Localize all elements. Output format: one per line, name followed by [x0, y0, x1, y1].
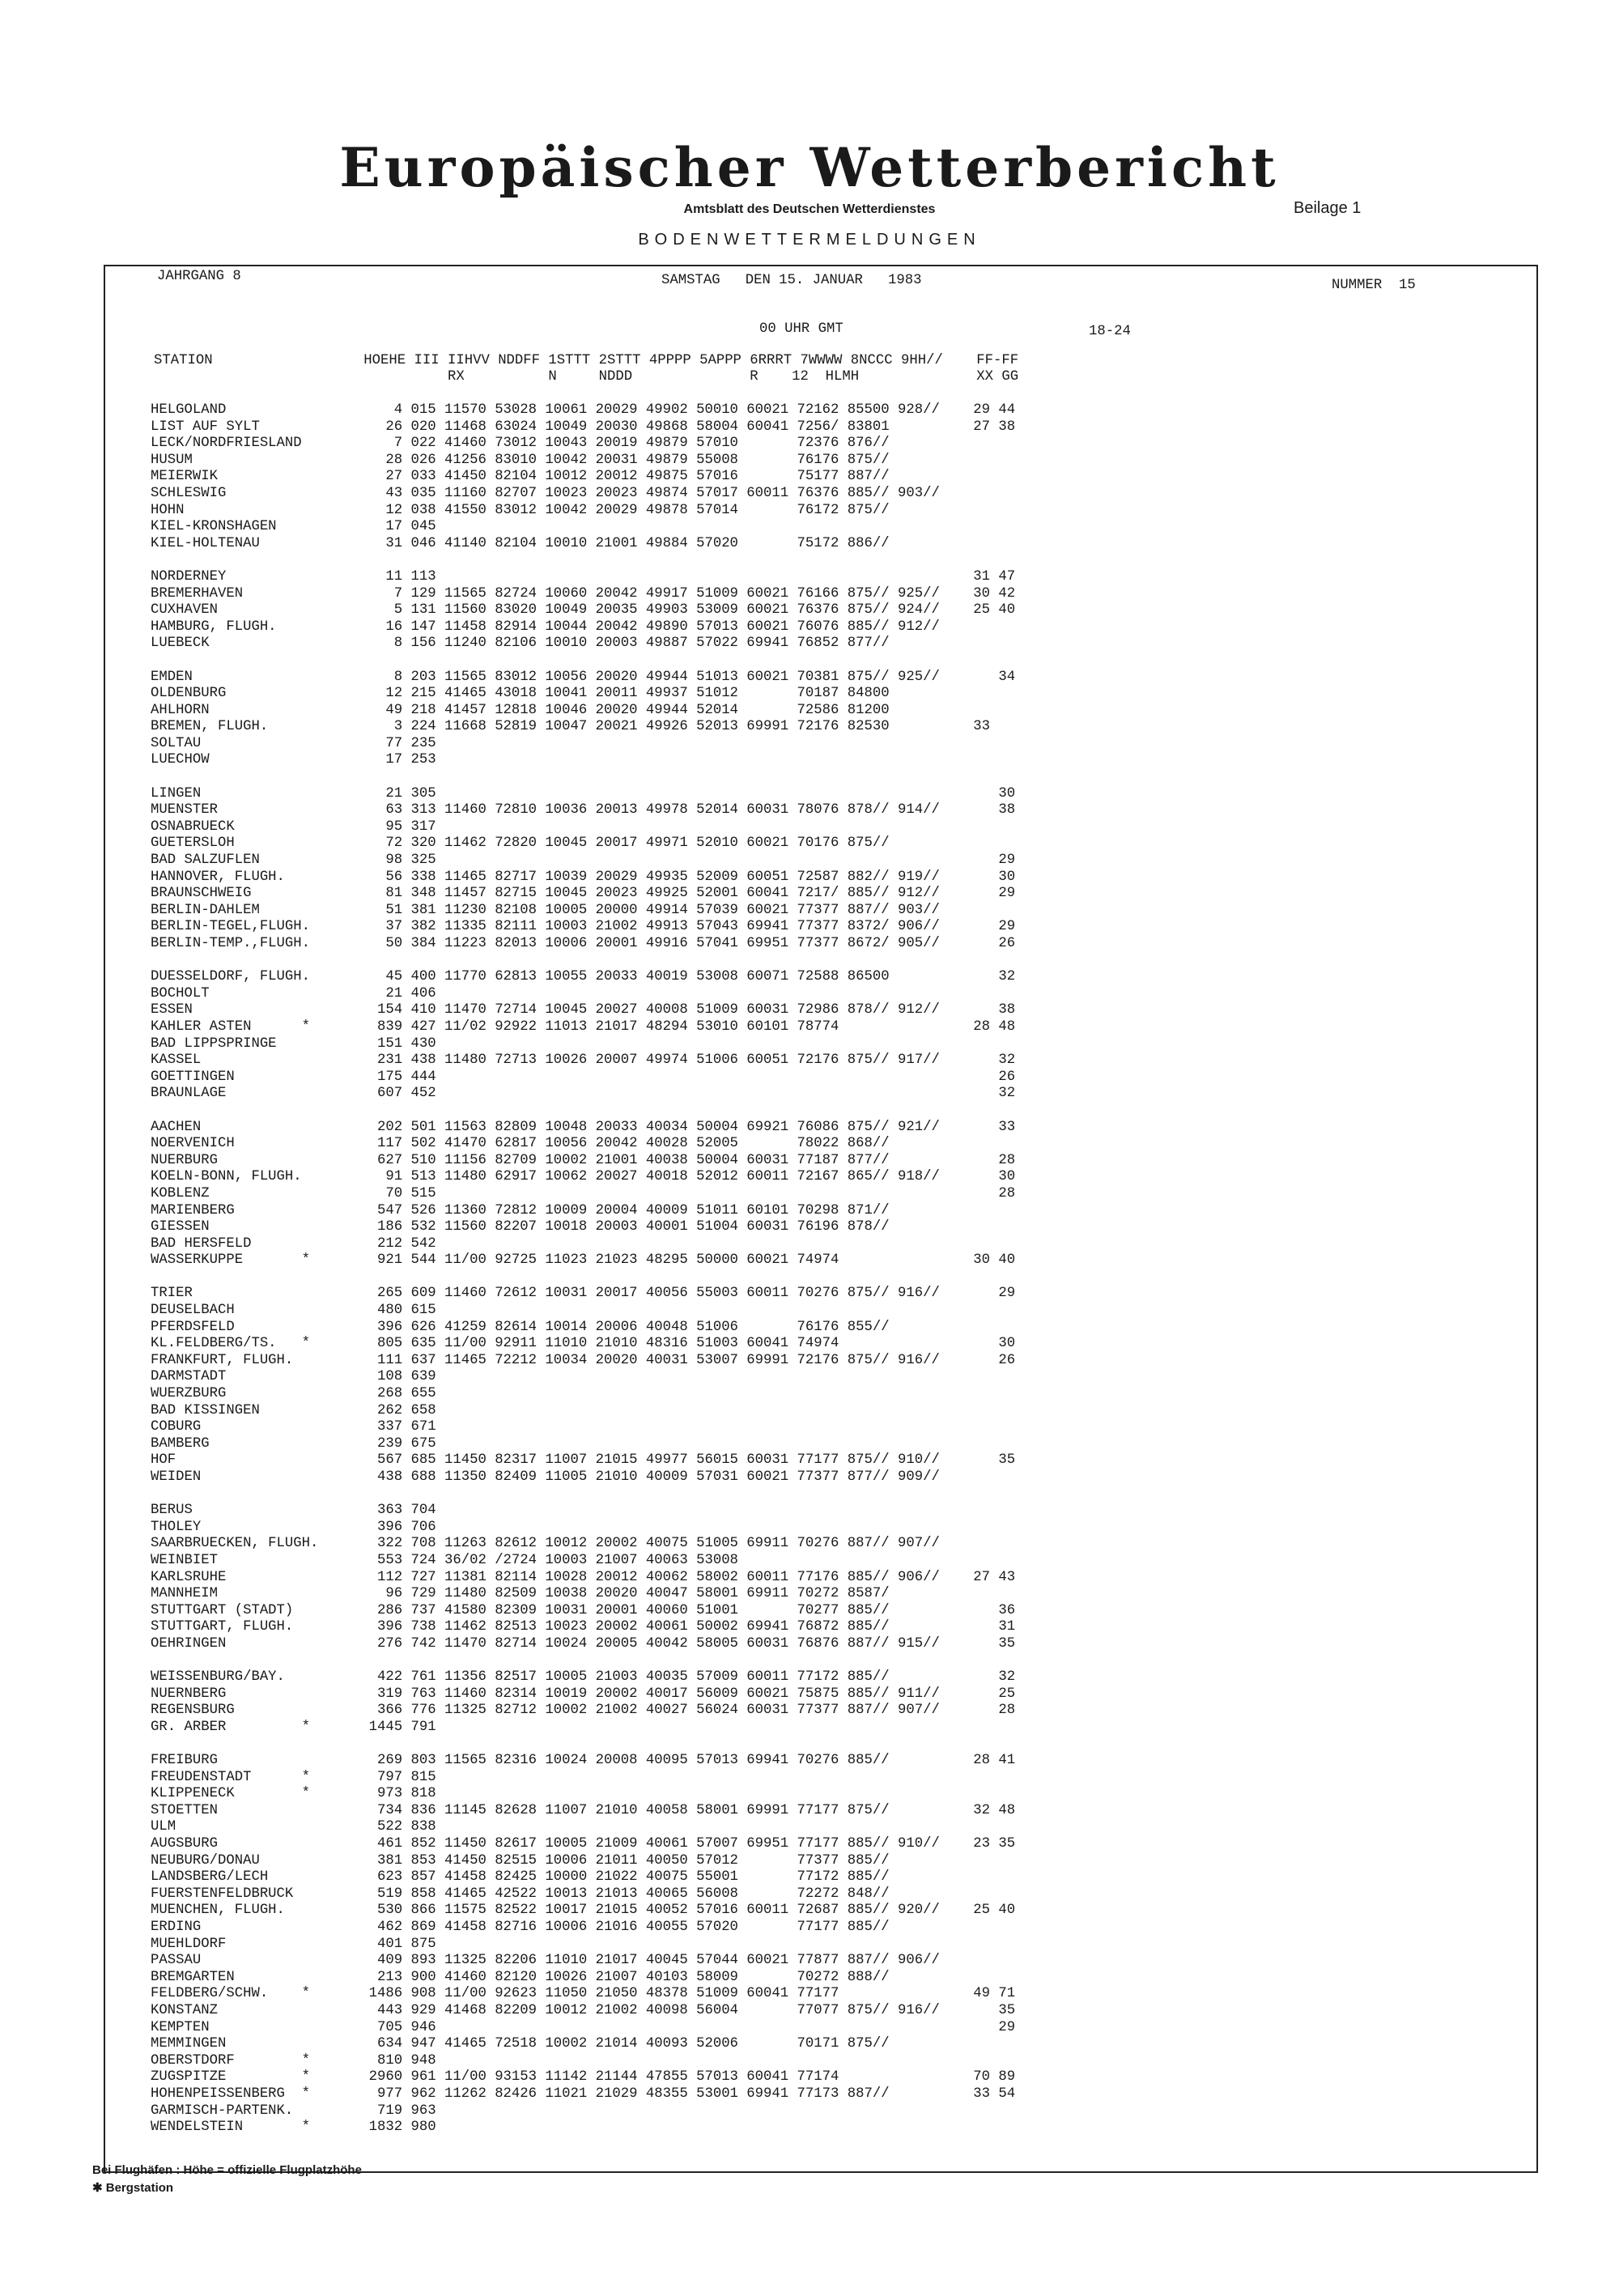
table-row: KEMPTEN 705 946 29: [151, 2019, 1016, 2035]
table-row: KAHLER ASTEN * 839 427 11/02 92922 11013 21017 48294 53010 60101 78774 28 48: [151, 1018, 1016, 1035]
beilage-label: Beilage 1: [1294, 199, 1362, 217]
table-row: KIEL-HOLTENAU 31 046 41140 82104 10010 21001 49884 57020 75172 886//: [151, 535, 890, 551]
table-row: MANNHEIM 96 729 11480 82509 10038 20020 40047 58001 69911 70272 8587/: [151, 1586, 890, 1602]
table-row: NUERBURG 627 510 11156 82709 10002 21001 40038 50004 60031 77187 877// 28: [151, 1152, 1016, 1168]
issue-number: NUMMER 15: [1332, 278, 1416, 293]
table-row: ULM 522 838: [151, 1819, 436, 1835]
time-range-right: 18-24: [1089, 324, 1131, 339]
table-row: KL.FELDBERG/TS. * 805 635 11/00 92911 11010 21010 48316 51003 60041 74974 30: [151, 1336, 1016, 1352]
table-row: COBURG 337 671: [151, 1419, 436, 1435]
table-row: BERLIN-TEGEL,FLUGH. 37 382 11335 82111 10003 21002 49913 57043 69941 77377 8372/ 906// 29: [151, 919, 1016, 935]
column-header-line2: RX N NDDD R 12 HLMH XX GG: [154, 369, 1019, 385]
table-row: BAD LIPPSPRINGE 151 430: [151, 1035, 436, 1052]
table-row: FRANKFURT, FLUGH. 111 637 11465 72212 10034 20020 40031 53007 69991 72176 875// 916// 26: [151, 1352, 1016, 1368]
table-row: BERUS 363 704: [151, 1503, 436, 1519]
row-spacer: [151, 953, 1015, 970]
table-row: NUERNBERG 319 763 11460 82314 10019 20002 40017 56009 60021 75875 885// 911// 25: [151, 1686, 1016, 1702]
table-row: OEHRINGEN 276 742 11470 82714 10024 20005 40042 58005 60031 76876 887// 915// 35: [151, 1635, 1016, 1652]
table-row: CUXHAVEN 5 131 11560 83020 10049 20035 49903 53009 60021 76376 875// 924// 25 40: [151, 602, 1016, 619]
row-spacer: [151, 1486, 1015, 1503]
table-row: OLDENBURG 12 215 41465 43018 10041 20011 49937 51012 70187 84800: [151, 686, 890, 702]
table-row: LIST AUF SYLT 26 020 11468 63024 10049 20030 49868 58004 60041 7256/ 83801 27 38: [151, 419, 1016, 435]
table-row: BAD SALZUFLEN 98 325 29: [151, 852, 1016, 869]
row-spacer: [151, 1737, 1015, 1754]
table-row: NEUBURG/DONAU 381 853 41450 82515 10006 21011 40050 57012 77377 885//: [151, 1852, 890, 1869]
table-row: WEINBIET 553 724 36/02 /2724 10003 21007 40063 53008: [151, 1552, 738, 1568]
table-row: BRAUNLAGE 607 452 32: [151, 1086, 1016, 1102]
table-row: FELDBERG/SCHW. * 1486 908 11/00 92623 11050 21050 48378 51009 60041 77177 49 71: [151, 1986, 1016, 2002]
table-row: STOETTEN 734 836 11145 82628 11007 21010 40058 58001 69991 77177 875// 32 48: [151, 1802, 1016, 1818]
table-row: NORDERNEY 11 113 31 47: [151, 568, 1016, 585]
table-row: WEISSENBURG/BAY. 422 761 11356 82517 10005 21003 40035 57009 60011 77172 885// 32: [151, 1669, 1016, 1686]
issue-date: SAMSTAG DEN 15. JANUAR 1983: [661, 273, 922, 288]
document-title: Europäischer Wetterbericht: [339, 136, 1280, 199]
table-row: KONSTANZ 443 929 41468 82209 10012 21002 40098 56004 77077 875// 916// 35: [151, 2003, 1016, 2018]
table-row: MUENSTER 63 313 11460 72810 10036 20013 49978 52014 60031 78076 878// 914// 38: [151, 802, 1016, 818]
table-row: LECK/NORDFRIESLAND 7 022 41460 73012 10043 20019 49879 57010 72376 876//: [151, 436, 890, 452]
table-row: PASSAU 409 893 11325 82206 11010 21017 40045 57044 60021 77877 887// 906//: [151, 1953, 940, 1969]
row-spacer: [151, 653, 1015, 670]
table-row: DARMSTADT 108 639: [151, 1369, 436, 1385]
table-row: MEIERWIK 27 033 41450 82104 10012 20012 49875 57016 75177 887//: [151, 469, 890, 485]
table-row: WEIDEN 438 688 11350 82409 11005 21010 40009 57031 60021 77377 877// 909//: [151, 1469, 940, 1485]
table-row: SAARBRUECKEN, FLUGH. 322 708 11263 82612 10012 20002 40075 51005 69911 70276 887// 907//: [151, 1536, 940, 1552]
table-row: GOETTINGEN 175 444 26: [151, 1069, 1016, 1085]
table-row: WENDELSTEIN * 1832 980: [151, 2120, 436, 2136]
table-row: HAMBURG, FLUGH. 16 147 11458 82914 10044 20042 49890 57013 60021 76076 885// 912//: [151, 619, 940, 635]
table-row: WASSERKUPPE * 921 544 11/00 92725 11023 21023 48295 50000 60021 74974 30 40: [151, 1252, 1016, 1269]
table-row: DEUSELBACH 480 615: [151, 1303, 436, 1319]
observation-time: 00 UHR GMT: [759, 321, 843, 337]
table-row: HELGOLAND 4 015 11570 53028 10061 20029 49902 50010 60021 72162 85500 928// 29 44: [151, 402, 1016, 418]
table-row: TRIER 265 609 11460 72612 10031 20017 40056 55003 60011 70276 875// 916// 29: [151, 1286, 1016, 1302]
table-row: ESSEN 154 410 11470 72714 10045 20027 40008 51009 60031 72986 878// 912// 38: [151, 1002, 1016, 1018]
station-table: [151, 402, 1015, 2137]
table-row: HUSUM 28 026 41256 83010 10042 20031 49879 55008 76176 875//: [151, 452, 890, 468]
table-row: MEMMINGEN 634 947 41465 72518 10002 21014 40093 52006 70171 875//: [151, 2036, 890, 2052]
table-row: FREUDENSTADT * 797 815: [151, 1769, 436, 1785]
table-row: LINGEN 21 305 30: [151, 785, 1016, 801]
table-row: BREMGARTEN 213 900 41460 82120 10026 21007 40103 58009 70272 888//: [151, 1969, 890, 1985]
table-row: GR. ARBER * 1445 791: [151, 1719, 436, 1735]
table-row: BOCHOLT 21 406: [151, 985, 436, 1001]
table-row: ERDING 462 869 41458 82716 10006 21016 40055 57020 77177 885//: [151, 1920, 890, 1936]
table-row: SCHLESWIG 43 035 11160 82707 10023 20023 49874 57017 60011 76376 885// 903//: [151, 485, 940, 501]
table-row: GIESSEN 186 532 11560 82207 10018 20003 40001 51004 60031 76196 878//: [151, 1219, 890, 1235]
row-spacer: [151, 769, 1015, 786]
table-row: LANDSBERG/LECH 623 857 41458 82425 10000 21022 40075 55001 77172 885//: [151, 1869, 890, 1886]
footnote-mountain-station: ✱ Bergstation: [92, 2181, 174, 2195]
section-title: BODENWETTERMELDUNGEN: [638, 231, 981, 249]
table-row: BREMERHAVEN 7 129 11565 82724 10060 20042 49917 51009 60021 76166 875// 925// 30 42: [151, 585, 1016, 602]
table-row: KLIPPENECK * 973 818: [151, 1786, 436, 1802]
table-row: KASSEL 231 438 11480 72713 10026 20007 49974 51006 60051 72176 875// 917// 32: [151, 1052, 1016, 1069]
table-row: HOHN 12 038 41550 83012 10042 20029 49878 57014 76172 875//: [151, 502, 890, 518]
table-row: AUGSBURG 461 852 11450 82617 10005 21009 40061 57007 69951 77177 885// 910// 23 35: [151, 1836, 1016, 1852]
table-row: FREIBURG 269 803 11565 82316 10024 20008 40095 57013 69941 70276 885// 28 41: [151, 1753, 1016, 1769]
table-row: PFERDSFELD 396 626 41259 82614 10014 20006 40048 51006 76176 855//: [151, 1319, 890, 1335]
row-spacer: [151, 552, 1015, 569]
table-row: BAMBERG 239 675: [151, 1435, 436, 1452]
table-row: MUEHLDORF 401 875: [151, 1936, 436, 1952]
table-row: BAD KISSINGEN 262 658: [151, 1402, 436, 1418]
table-row: KOELN-BONN, FLUGH. 91 513 11480 62917 10062 20027 40018 52012 60011 72167 865// 918// 30: [151, 1169, 1016, 1185]
table-row: BREMEN, FLUGH. 3 224 11668 52819 10047 20021 49926 52013 69991 72176 82530 33: [151, 719, 991, 735]
table-row: OBERSTDORF * 810 948: [151, 2052, 436, 2069]
table-row: REGENSBURG 366 776 11325 82712 10002 21002 40027 56024 60031 77377 887// 907// 28: [151, 1703, 1016, 1719]
table-row: OSNABRUECK 95 317: [151, 818, 436, 835]
table-row: GARMISCH-PARTENK. 719 963: [151, 2103, 436, 2119]
table-row: KIEL-KRONSHAGEN 17 045: [151, 519, 436, 535]
table-row: MUENCHEN, FLUGH. 530 866 11575 82522 10017 21015 40052 57016 60011 72687 885// 920// 25 40: [151, 1903, 1016, 1919]
table-row: BERLIN-DAHLEM 51 381 11230 82108 10005 20000 49914 57039 60021 77377 887// 903//: [151, 902, 940, 918]
table-row: STUTTGART (STADT) 286 737 41580 82309 10031 20001 40060 51001 70277 885// 36: [151, 1602, 1016, 1618]
table-row: EMDEN 8 203 11565 83012 10056 20020 49944 51013 60021 70381 875// 925// 34: [151, 669, 1016, 685]
table-row: STUTTGART, FLUGH. 396 738 11462 82513 10023 20002 40061 50002 69941 76872 885// 31: [151, 1619, 1016, 1635]
table-row: GUETERSLOH 72 320 11462 72820 10045 20017 49971 52010 60021 70176 875//: [151, 835, 890, 852]
table-row: HOHENPEISSENBERG * 977 962 11262 82426 11021 21029 48355 53001 69941 77173 887// 33 54: [151, 2086, 1016, 2102]
jahrgang-label: JAHRGANG 8: [157, 269, 241, 284]
table-row: AHLHORN 49 218 41457 12818 10046 20020 49944 52014 72586 81200: [151, 702, 890, 718]
table-row: NOERVENICH 117 502 41470 62817 10056 20042 40028 52005 78022 868//: [151, 1136, 890, 1152]
table-row: BERLIN-TEMP.,FLUGH. 50 384 11223 82013 10006 20001 49916 57041 69951 77377 8672/ 905// 26: [151, 936, 1016, 951]
row-spacer: [151, 1103, 1015, 1120]
table-row: BAD HERSFELD 212 542: [151, 1235, 436, 1252]
table-row: KOBLENZ 70 515 28: [151, 1185, 1016, 1201]
table-row: AACHEN 202 501 11563 82809 10048 20033 40034 50004 69921 76086 875// 921// 33: [151, 1119, 1016, 1135]
table-row: FUERSTENFELDBRUCK 519 858 41465 42522 10013 21013 40065 56008 72272 848//: [151, 1886, 890, 1902]
table-row: WUERZBURG 268 655: [151, 1386, 436, 1402]
table-row: HANNOVER, FLUGH. 56 338 11465 82717 10039 20029 49935 52009 60051 72587 882// 919// 30: [151, 869, 1016, 885]
table-row: KARLSRUHE 112 727 11381 82114 10028 20012 40062 58002 60011 77176 885// 906// 27 43: [151, 1569, 1016, 1585]
footnote-airports: Bei Flughäfen : Höhe = offizielle Flugplatzhöhe: [92, 2163, 362, 2177]
table-row: HOF 567 685 11450 82317 11007 21015 49977 56015 60031 77177 875// 910// 35: [151, 1452, 1016, 1469]
table-row: THOLEY 396 706: [151, 1519, 436, 1535]
column-header-line1: STATION HOEHE III IIHVV NDDFF 1STTT 2STTT 4PPPP 5APPP 6RRRT 7WWWW 8NCCC 9HH// FF-FF: [154, 353, 1019, 368]
table-row: SOLTAU 77 235: [151, 735, 436, 751]
table-row: ZUGSPITZE * 2960 961 11/00 93153 11142 21144 47855 57013 60041 77174 70 89: [151, 2069, 1016, 2086]
table-row: MARIENBERG 547 526 11360 72812 10009 20004 40009 51011 60101 70298 871//: [151, 1202, 890, 1218]
table-row: BRAUNSCHWEIG 81 348 11457 82715 10045 20023 49925 52001 60041 7217/ 885// 912// 29: [151, 886, 1016, 902]
document-subtitle: Amtsblatt des Deutschen Wetterdienstes: [683, 202, 936, 216]
row-spacer: [151, 1653, 1015, 1670]
row-spacer: [151, 1269, 1015, 1286]
table-row: LUECHOW 17 253: [151, 752, 436, 768]
table-row: LUEBECK 8 156 11240 82106 10010 20003 49887 57022 69941 76852 877//: [151, 636, 890, 652]
table-row: DUESSELDORF, FLUGH. 45 400 11770 62813 10055 20033 40019 53008 60071 72588 86500 32: [151, 969, 1016, 985]
